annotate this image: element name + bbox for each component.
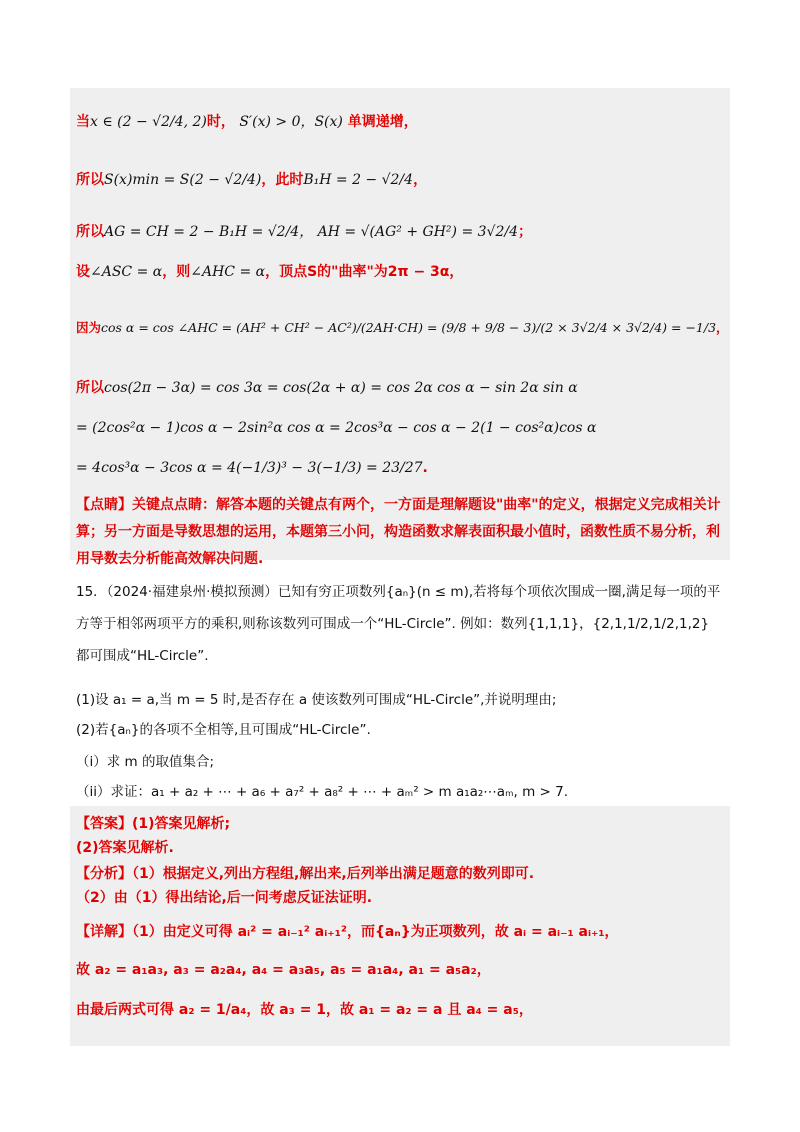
problem-q2: (2)若{aₙ}的各项不全相等,且可围成“HL-Circle”.	[76, 722, 371, 738]
solution-line-6: 所以cos(2π − 3α) = cos 3α = cos(2α + α) = cos 2α cos α − sin 2α sin α	[76, 380, 578, 396]
solution-line-8: = 4cos³α − 3cos α = 4(−1/3)³ − 3(−1/3) = 23/27.	[76, 460, 428, 476]
solution-line-1: 当x ∈ (2 − √2/4, 2)时， S′(x) > 0，S(x) 单调递增，	[76, 114, 418, 130]
problem-q1: (1)设 a₁ = a,当 m = 5 时,是否存在 a 使该数列可围成“HL-Circle”,并说明理由;	[76, 692, 557, 708]
answer-line-2: (2)答案见解析.	[76, 840, 174, 856]
solution-line-3: 所以AG = CH = 2 − B₁H = √2/4， AH = √(AG² + GH²) = 3√2/4；	[76, 224, 532, 240]
problem-q2i: （i）求 m 的取值集合;	[76, 754, 215, 770]
problem-intro: 15．（2024·福建泉州·模拟预测）已知有穷正项数列{aₙ}(n ≤ m),若将每个项依次围成一圈,满足每一项的平方等于相邻两项平方的乘积,则称该数列可围成一个“HL-Circle”. 例如：数列{1,1,1}，{2,1,1/2,1/2,1,2}都可围成“HL-Circle”.	[76, 584, 721, 664]
comment-block: 【点睛】关键点点睛：解答本题的关键点有两个，一方面是理解题设"曲率"的定义，根据定义完成相关计算；另一方面是导数思想的运用，本题第三小问，构造函数求解表面积最小值时，函数性质不易分析，利用导数去分析能高效解决问题.	[76, 497, 721, 567]
solution-line-4: 设∠ASC = α，则∠AHC = α，顶点S的"曲率"为2π − 3α，	[76, 264, 464, 280]
solution-line-5: 因为cos α = cos ∠AHC = (AH² + CH² − AC²)/(2AH·CH) = (9/8 + 9/8 − 3)/(2 × 3√2/4 × 3√2/4) = −1/3，	[76, 320, 729, 335]
detail-line-3: 由最后两式可得 a₂ = 1/a₄，故 a₃ = 1，故 a₁ = a₂ = a 且 a₄ = a₅，	[76, 1002, 533, 1018]
answer-line-1: 【答案】(1)答案见解析;	[76, 816, 231, 832]
analysis-line-2: （2）由（1）得出结论,后一问考虑反证法证明.	[76, 890, 373, 906]
problem-q2ii: （ii）求证：a₁ + a₂ + ⋯ + a₆ + a₇² + a₈² + ⋯ + aₘ² > m a₁a₂⋯aₘ, m > 7.	[76, 784, 568, 800]
solution-line-2: 所以S(x)min = S(2 − √2/4)，此时B₁H = 2 − √2/4，	[76, 172, 428, 188]
detail-line-2: 故 a₂ = a₁a₃, a₃ = a₂a₄, a₄ = a₃a₅, a₅ = a₁a₄, a₁ = a₅a₂，	[76, 962, 491, 978]
analysis-line-1: 【分析】（1）根据定义,列出方程组,解出来,后列举出满足题意的数列即可.	[76, 866, 535, 882]
detail-line-1: 【详解】（1）由定义可得 aᵢ² = aᵢ₋₁² aᵢ₊₁²，而{aₙ}为正项数列，故 aᵢ = aᵢ₋₁ aᵢ₊₁，	[76, 924, 619, 940]
solution-line-7: = (2cos²α − 1)cos α − 2sin²α cos α = 2cos³α − cos α − 2(1 − cos²α)cos α	[76, 420, 597, 436]
